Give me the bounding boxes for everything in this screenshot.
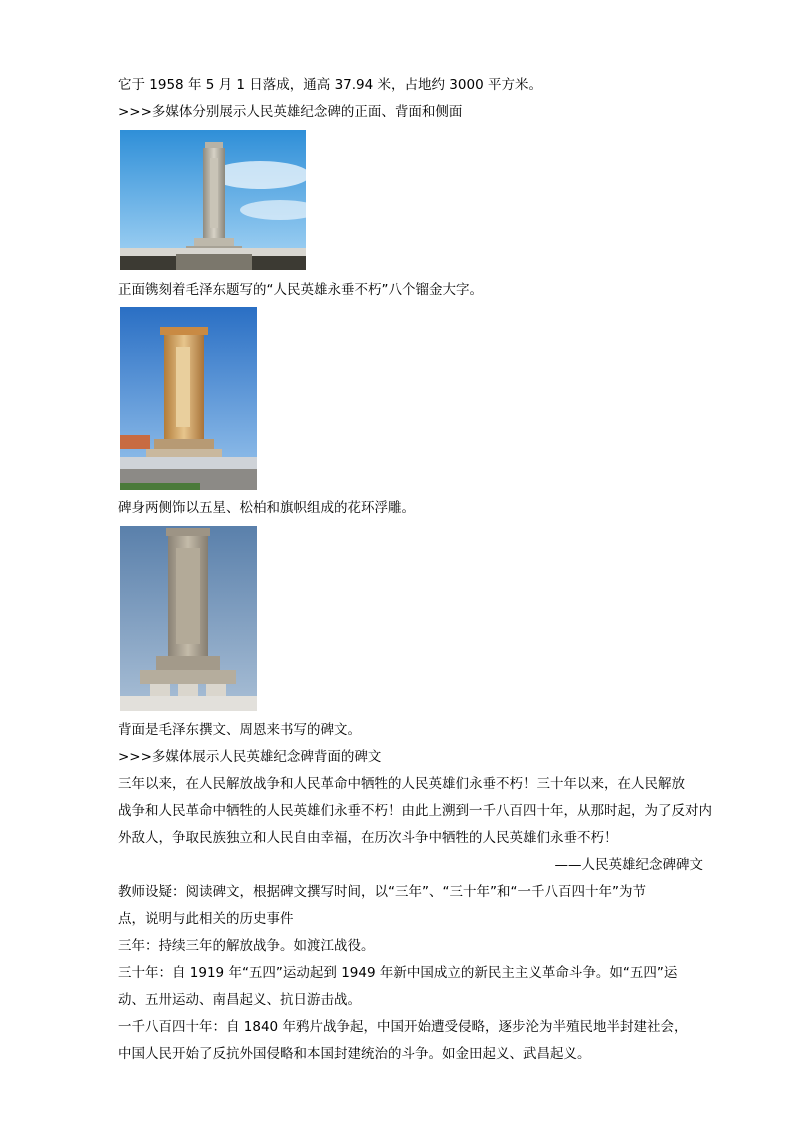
teacher-question-line-2: 点，说明与此相关的历史事件 — [118, 911, 294, 927]
answer-thirty-years-line-2: 动、五卅运动、南昌起义、抗日游击战。 — [118, 992, 361, 1008]
inscription-line-1: 三年以来，在人民解放战争和人民革命中牺牲的人民英雄们永垂不朽！三十年以来，在人民解放 — [118, 776, 685, 792]
inscription-line-2: 战争和人民革命中牺牲的人民英雄们永垂不朽！由此上溯到一千八百四十年，从那时起，为了反对内 — [118, 803, 712, 819]
answer-thirty-years-line-1: 三十年：自 1919 年“五四”运动起到 1949 年新中国成立的新民主主义革命斗争。如“五四”运 — [118, 965, 678, 981]
answer-three-years: 三年：持续三年的解放战争。如渡江战役。 — [118, 938, 375, 954]
multimedia-heading-1: >>>多媒体分别展示人民英雄纪念碑的正面、背面和侧面 — [118, 104, 463, 120]
teacher-question-line-1: 教师设疑：阅读碑文，根据碑文撰写时间，以“三年”、“三十年”和“一千八百四十年”为节 — [118, 884, 646, 900]
monument-back-photo — [120, 526, 257, 711]
monument-side-photo — [120, 307, 257, 490]
caption-back: 背面是毛泽东撰文、周恩来书写的碑文。 — [118, 722, 361, 738]
inscription-heading: >>>多媒体展示人民英雄纪念碑背面的碑文 — [118, 749, 382, 765]
caption-side: 碑身两侧饰以五星、松柏和旗帜组成的花环浮雕。 — [118, 500, 415, 516]
answer-1840-line-2: 中国人民开始了反抗外国侵略和本国封建统治的斗争。如金田起义、武昌起义。 — [118, 1046, 591, 1062]
caption-front: 正面镌刻着毛泽东题写的“人民英雄永垂不朽”八个镏金大字。 — [118, 282, 483, 298]
monument-front-photo — [120, 130, 306, 270]
built-info-line: 它于 1958 年 5 月 1 日落成，通高 37.94 米，占地约 3000 平方米。 — [118, 77, 542, 93]
answer-1840-line-1: 一千八百四十年：自 1840 年鸦片战争起，中国开始遭受侵略，逐步沦为半殖民地半封建社会， — [118, 1019, 688, 1035]
inscription-source: ——人民英雄纪念碑碑文 — [554, 857, 703, 873]
inscription-line-3: 外敌人，争取民族独立和人民自由幸福，在历次斗争中牺牲的人民英雄们永垂不朽！ — [118, 830, 618, 846]
